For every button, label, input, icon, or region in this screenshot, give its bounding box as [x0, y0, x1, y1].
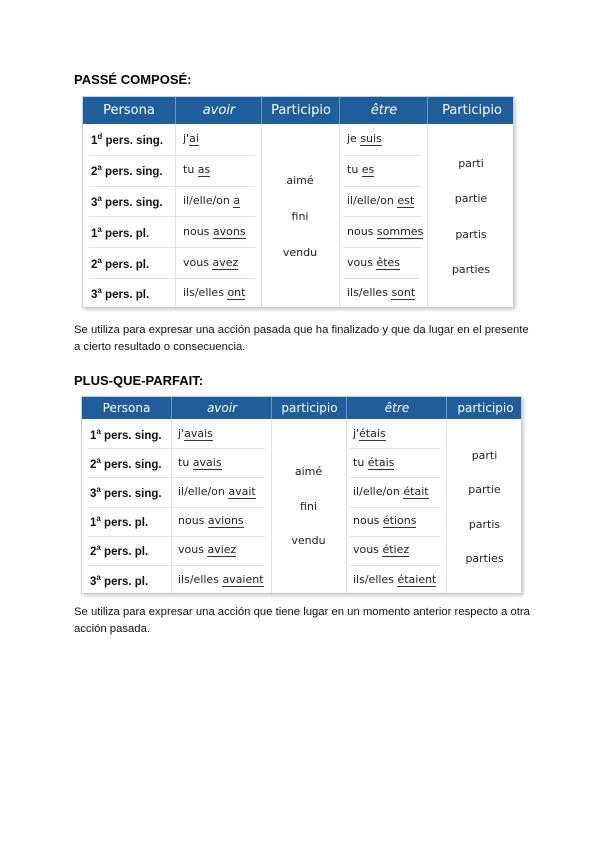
- etre-auxiliary: étiez: [382, 543, 410, 557]
- avoir-cell: [183, 286, 245, 299]
- etre-pronoun: nous: [347, 224, 377, 238]
- avoir-participle: fini: [291, 210, 309, 223]
- persona-ordinal: a: [97, 194, 102, 203]
- persona-cell: [90, 543, 148, 558]
- row-divider: [88, 448, 265, 449]
- avoir-auxiliary: avais: [184, 426, 213, 440]
- etre-participle: partie: [468, 483, 501, 496]
- persona-label: pers. sing.: [100, 429, 162, 442]
- persona-cell: [90, 573, 148, 588]
- persona-cell: [90, 485, 162, 500]
- header-cell-0: Persona: [102, 401, 151, 415]
- section-heading-passe-compose: PASSÉ COMPOSÉ:: [74, 72, 192, 87]
- avoir-pronoun: nous: [178, 514, 208, 528]
- persona-ordinal: a: [97, 286, 102, 296]
- description-plus-que-parfait: Se utiliza para expresar una acción que tiene lugar en un momento anterior respecto a otra acción pasada.: [74, 606, 530, 635]
- persona-label: pers. pl.: [100, 546, 149, 559]
- header-cell-2: Participio: [261, 97, 340, 124]
- avoir-cell: [178, 485, 256, 498]
- row-divider: [89, 247, 255, 248]
- persona-cell: [90, 456, 162, 471]
- persona-cell: [91, 225, 149, 240]
- row-divider: [350, 448, 440, 449]
- row-divider: [88, 536, 265, 537]
- avoir-pronoun: j': [178, 426, 185, 440]
- persona-cell: [91, 132, 163, 147]
- row-divider: [350, 477, 440, 478]
- table-header: [83, 97, 513, 124]
- header-cell-4: Participio: [427, 97, 516, 124]
- persona-ordinal: a: [96, 426, 101, 436]
- etre-pronoun: je: [347, 132, 361, 146]
- etre-cell: [347, 163, 374, 176]
- row-divider: [350, 536, 440, 537]
- etre-participle: partie: [454, 192, 488, 205]
- persona-ordinal: a: [97, 255, 102, 265]
- header-cell-1: avoir: [175, 97, 262, 124]
- row-divider: [88, 565, 265, 566]
- etre-cell: [353, 427, 386, 440]
- etre-auxiliary: est: [397, 194, 415, 207]
- avoir-cell: [178, 514, 244, 527]
- etre-cell: [347, 225, 423, 238]
- etre-cell: [347, 286, 415, 299]
- etre-pronoun: nous: [353, 514, 383, 528]
- persona-number: 2: [91, 166, 98, 179]
- persona-label: pers. pl.: [101, 227, 150, 240]
- etre-pronoun: vous: [353, 543, 383, 557]
- header-cell-0: Persona: [103, 103, 155, 118]
- column-divider: [427, 124, 428, 307]
- avoir-participle: vendu: [282, 246, 318, 259]
- etre-participle: parties: [451, 263, 491, 276]
- header-cell-2: participio: [271, 397, 347, 419]
- etre-participle: parti: [471, 449, 498, 462]
- etre-participle: parties: [465, 552, 504, 565]
- persona-cell: [91, 163, 163, 178]
- section-heading-plus-que-parfait: PLUS-QUE-PARFAIT:: [74, 373, 204, 388]
- avoir-cell: [183, 132, 199, 145]
- row-divider: [343, 186, 421, 187]
- avoir-cell: [183, 225, 246, 238]
- column-divider: [339, 124, 340, 307]
- avoir-pronoun: ils/elles: [183, 286, 228, 300]
- etre-pronoun: tu: [347, 163, 362, 177]
- row-divider: [89, 216, 255, 217]
- avoir-cell: [178, 543, 236, 556]
- avoir-auxiliary: avait: [228, 485, 256, 498]
- persona-number: 1: [91, 135, 98, 148]
- avoir-auxiliary: a: [233, 194, 241, 207]
- avoir-cell: [183, 163, 210, 176]
- avoir-pronoun: vous: [178, 543, 208, 557]
- avoir-cell: [178, 427, 213, 440]
- persona-label: pers. pl.: [100, 517, 149, 530]
- avoir-cell: [183, 194, 240, 207]
- avoir-pronoun: tu: [178, 455, 193, 469]
- etre-cell: [353, 514, 416, 527]
- avoir-auxiliary: avons: [212, 224, 246, 238]
- avoir-pronoun: nous: [183, 224, 213, 238]
- persona-label: pers. sing.: [100, 487, 162, 500]
- persona-number: 2: [90, 458, 97, 471]
- avoir-auxiliary: avaient: [222, 572, 264, 586]
- column-divider: [346, 419, 347, 593]
- persona-number: 2: [90, 546, 97, 559]
- persona-number: 3: [91, 289, 98, 302]
- persona-number: 1: [91, 227, 98, 240]
- avoir-cell: [183, 256, 238, 269]
- row-divider: [89, 186, 255, 187]
- persona-ordinal: a: [96, 543, 101, 553]
- etre-auxiliary: étais: [367, 455, 395, 469]
- persona-ordinal: a: [96, 572, 101, 582]
- persona-ordinal: a: [97, 163, 102, 173]
- persona-number: 3: [90, 575, 97, 588]
- etre-auxiliary: êtes: [376, 255, 401, 269]
- etre-auxiliary: était: [403, 485, 429, 498]
- header-cell-1: avoir: [171, 397, 272, 419]
- avoir-pronoun: ils/elles: [178, 572, 223, 586]
- avoir-participle: aimé: [286, 174, 314, 187]
- persona-number: 1: [90, 429, 97, 442]
- persona-cell: [90, 514, 148, 529]
- etre-cell: [347, 256, 400, 269]
- persona-ordinal: a: [97, 224, 102, 234]
- etre-pronoun: j': [353, 426, 360, 440]
- persona-cell: [91, 194, 163, 209]
- header-cell-3: être: [339, 97, 428, 124]
- avoir-pronoun: j': [183, 132, 190, 146]
- etre-auxiliary: étaient: [397, 572, 437, 586]
- persona-label: pers. sing.: [101, 166, 163, 179]
- persona-number: 2: [91, 258, 98, 271]
- avoir-participle: aimé: [294, 465, 323, 478]
- persona-ordinal: a: [96, 455, 101, 465]
- avoir-auxiliary: avions: [207, 514, 244, 528]
- persona-ordinal: a: [96, 485, 101, 494]
- persona-label: pers. sing.: [101, 196, 163, 209]
- etre-pronoun: il/elle/on: [353, 485, 404, 498]
- avoir-pronoun: tu: [183, 163, 198, 177]
- header-cell-4: participio: [446, 397, 524, 419]
- avoir-auxiliary: ai: [189, 132, 199, 146]
- avoir-auxiliary: avez: [212, 255, 239, 269]
- row-divider: [89, 155, 255, 156]
- avoir-participle: vendu: [291, 534, 326, 547]
- avoir-auxiliary: as: [197, 163, 211, 177]
- etre-auxiliary: sommes: [376, 224, 424, 238]
- avoir-auxiliary: avais: [192, 455, 222, 469]
- etre-auxiliary: étions: [382, 514, 417, 528]
- description-passe-compose: Se utiliza para expresar una acción pasada que ha finalizado y que da lugar en el presente a cierto resultado o consecuencia.: [74, 324, 529, 353]
- etre-auxiliary: étais: [359, 426, 386, 440]
- etre-auxiliary: sont: [391, 286, 416, 300]
- etre-pronoun: ils/elles: [353, 572, 398, 586]
- row-divider: [343, 216, 421, 217]
- persona-ordinal: a: [96, 514, 101, 524]
- persona-ordinal: d: [97, 132, 103, 142]
- etre-pronoun: il/elle/on: [347, 194, 398, 207]
- persona-number: 3: [91, 196, 98, 209]
- table-header: [82, 397, 521, 419]
- etre-auxiliary: es: [361, 163, 375, 177]
- avoir-participle: fini: [300, 500, 317, 513]
- etre-pronoun: tu: [353, 455, 368, 469]
- avoir-pronoun: vous: [183, 255, 213, 269]
- conjugation-table-passe-compose: [82, 96, 514, 308]
- persona-number: 1: [90, 517, 97, 530]
- row-divider: [343, 278, 421, 279]
- persona-label: pers. pl.: [101, 258, 150, 271]
- persona-cell: [91, 286, 149, 301]
- avoir-auxiliary: aviez: [207, 543, 237, 557]
- etre-participle: partis: [455, 228, 487, 241]
- row-divider: [88, 507, 265, 508]
- etre-participle: parti: [458, 157, 484, 170]
- header-cell-3: être: [346, 397, 447, 419]
- conjugation-table-plus-que-parfait: [81, 396, 522, 594]
- etre-participle: partis: [468, 518, 501, 531]
- row-divider: [343, 155, 421, 156]
- column-divider: [446, 419, 447, 593]
- etre-cell: [353, 456, 394, 469]
- etre-cell: [353, 573, 436, 586]
- row-divider: [89, 278, 255, 279]
- avoir-cell: [178, 456, 222, 469]
- etre-cell: [353, 543, 409, 556]
- etre-auxiliary: suis: [360, 132, 382, 146]
- persona-label: pers. pl.: [100, 575, 149, 588]
- row-divider: [350, 507, 440, 508]
- persona-label: pers. sing.: [102, 135, 164, 148]
- etre-pronoun: ils/elles: [347, 286, 392, 300]
- persona-label: pers. sing.: [100, 458, 162, 471]
- row-divider: [343, 247, 421, 248]
- etre-pronoun: vous: [347, 255, 377, 269]
- etre-cell: [347, 194, 414, 207]
- avoir-auxiliary: ont: [227, 286, 246, 300]
- persona-number: 3: [90, 487, 97, 500]
- row-divider: [88, 477, 265, 478]
- avoir-cell: [178, 573, 264, 586]
- etre-cell: [353, 485, 429, 498]
- avoir-pronoun: il/elle/on: [183, 194, 234, 207]
- row-divider: [350, 565, 440, 566]
- avoir-pronoun: il/elle/on: [178, 485, 229, 498]
- persona-cell: [90, 427, 162, 442]
- persona-cell: [91, 256, 149, 271]
- persona-label: pers. pl.: [101, 289, 150, 302]
- etre-cell: [347, 132, 382, 145]
